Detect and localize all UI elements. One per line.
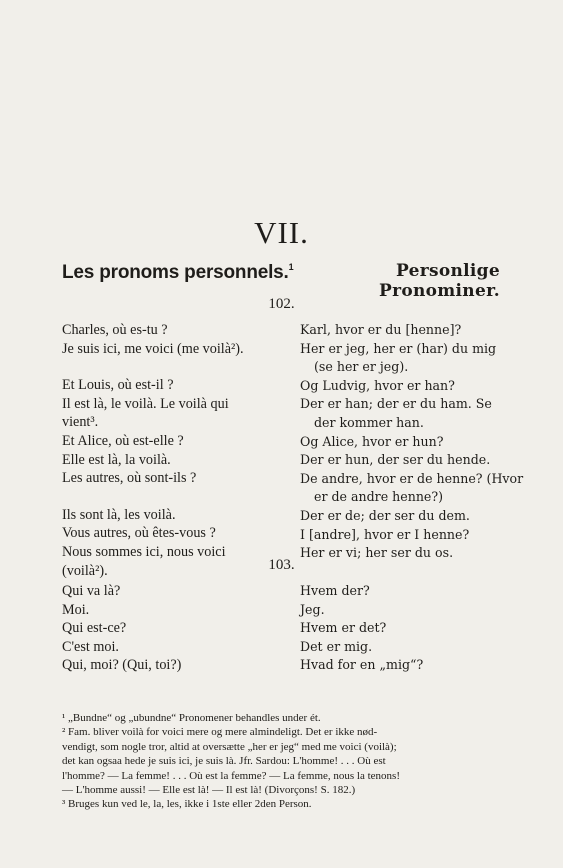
french-column-102	[62, 321, 284, 580]
danish-line: Der er de; der ser du dem.	[300, 507, 470, 523]
french-line: Qui est-ce?	[62, 620, 127, 637]
french-line: Elle est là, la voilà.	[62, 451, 171, 468]
danish-line: Og Ludvig, hvor er han?	[300, 377, 455, 393]
section-number-103: 103.	[268, 557, 295, 573]
french-line: Moi.	[62, 601, 90, 618]
danish-line: Der er hun, der ser du hende.	[300, 452, 491, 468]
french-line: Qui, moi? (Qui, toi?)	[62, 657, 182, 674]
chapter-number: VII.	[254, 215, 309, 250]
danish-line: Karl, hvor er du [henne]?	[300, 322, 462, 337]
french-line: Nous sommes ici, nous voici	[62, 543, 226, 560]
danish-line: er de andre henne?)	[314, 489, 444, 505]
french-line: Les autres, où sont-ils ?	[62, 470, 197, 487]
french-line: Il est là, le voilà. Le voilà qui	[62, 395, 229, 412]
danish-line: Det er mig.	[300, 638, 373, 654]
footnote-line: ³ Bruges kun ved le, la, les, ikke i 1ste eller 2den Person.	[62, 798, 312, 811]
french-line: (voilà²).	[62, 562, 108, 579]
french-line: Vous autres, où êtes-vous ?	[62, 525, 216, 542]
french-line: Je suis ici, me voici (me voilà²).	[62, 340, 244, 357]
danish-line: Her er jeg, her er (har) du mig	[300, 340, 497, 356]
footnote-line: ¹ „Bundne“ og „ubundne“ Pronomener behandles under ét.	[62, 712, 321, 724]
danish-line: Jeg.	[300, 601, 325, 617]
section-title-french	[62, 262, 293, 284]
danish-line: Her er vi; her ser du os.	[300, 545, 454, 561]
danish-line: Hvem der?	[300, 583, 370, 598]
footnote-line: l'homme? — La femme! . . . Où est la femme? — La femme, nous la tenons!	[62, 769, 400, 782]
title-footnote-mark: 1	[288, 261, 294, 272]
footnote-line: ² Fam. bliver voilà for voici mere og mere almindeligt. Det er ikke nød-	[62, 726, 378, 739]
danish-line: (se her er jeg).	[314, 359, 409, 375]
footnotes	[62, 711, 502, 812]
french-line: vient³.	[62, 414, 99, 431]
french-line: Qui va là?	[62, 583, 121, 599]
section-title-french-text: Les pronoms personnels.	[62, 262, 289, 283]
french-line: Et Alice, où est-elle ?	[62, 432, 184, 449]
section-number-102: 102.	[268, 296, 295, 312]
danish-line: der kommer han.	[314, 414, 424, 430]
blank-line	[62, 358, 284, 376]
french-column-103	[62, 582, 284, 675]
danish-line: Hvem er det?	[300, 620, 387, 636]
danish-column-103	[300, 582, 502, 675]
footnote-line: vendigt, som nogle tror, altid at oversætte „her er jeg“ med me voici (voilà);	[62, 740, 397, 753]
french-line: Et Louis, où est-il ?	[62, 377, 174, 394]
danish-line: I [andre], hvor er I henne?	[300, 526, 470, 542]
french-line: Ils sont là, les voilà.	[62, 506, 176, 523]
danish-column-102	[300, 321, 524, 563]
footnote-line: det kan ogsaa hede je suis ici, je suis là. Jfr. Sardou: L'homme! . . . Où est	[62, 755, 386, 768]
footnote-line: — L'homme aussi! — Elle est là! — Il est là! (Divorçons! S. 182.)	[62, 784, 356, 797]
danish-line: Hvad for en „mig“?	[300, 657, 424, 673]
french-line: C'est moi.	[62, 638, 119, 655]
danish-line: Og Alice, hvor er hun?	[300, 433, 444, 449]
blank-line	[62, 488, 284, 506]
danish-line: Der er han; der er du ham. Se	[300, 396, 492, 412]
danish-line: De andre, hvor er de henne? (Hvor	[300, 470, 524, 486]
section-title-danish: Personlige Pronominer.	[378, 261, 500, 301]
french-line: Charles, où es-tu ?	[62, 322, 168, 338]
